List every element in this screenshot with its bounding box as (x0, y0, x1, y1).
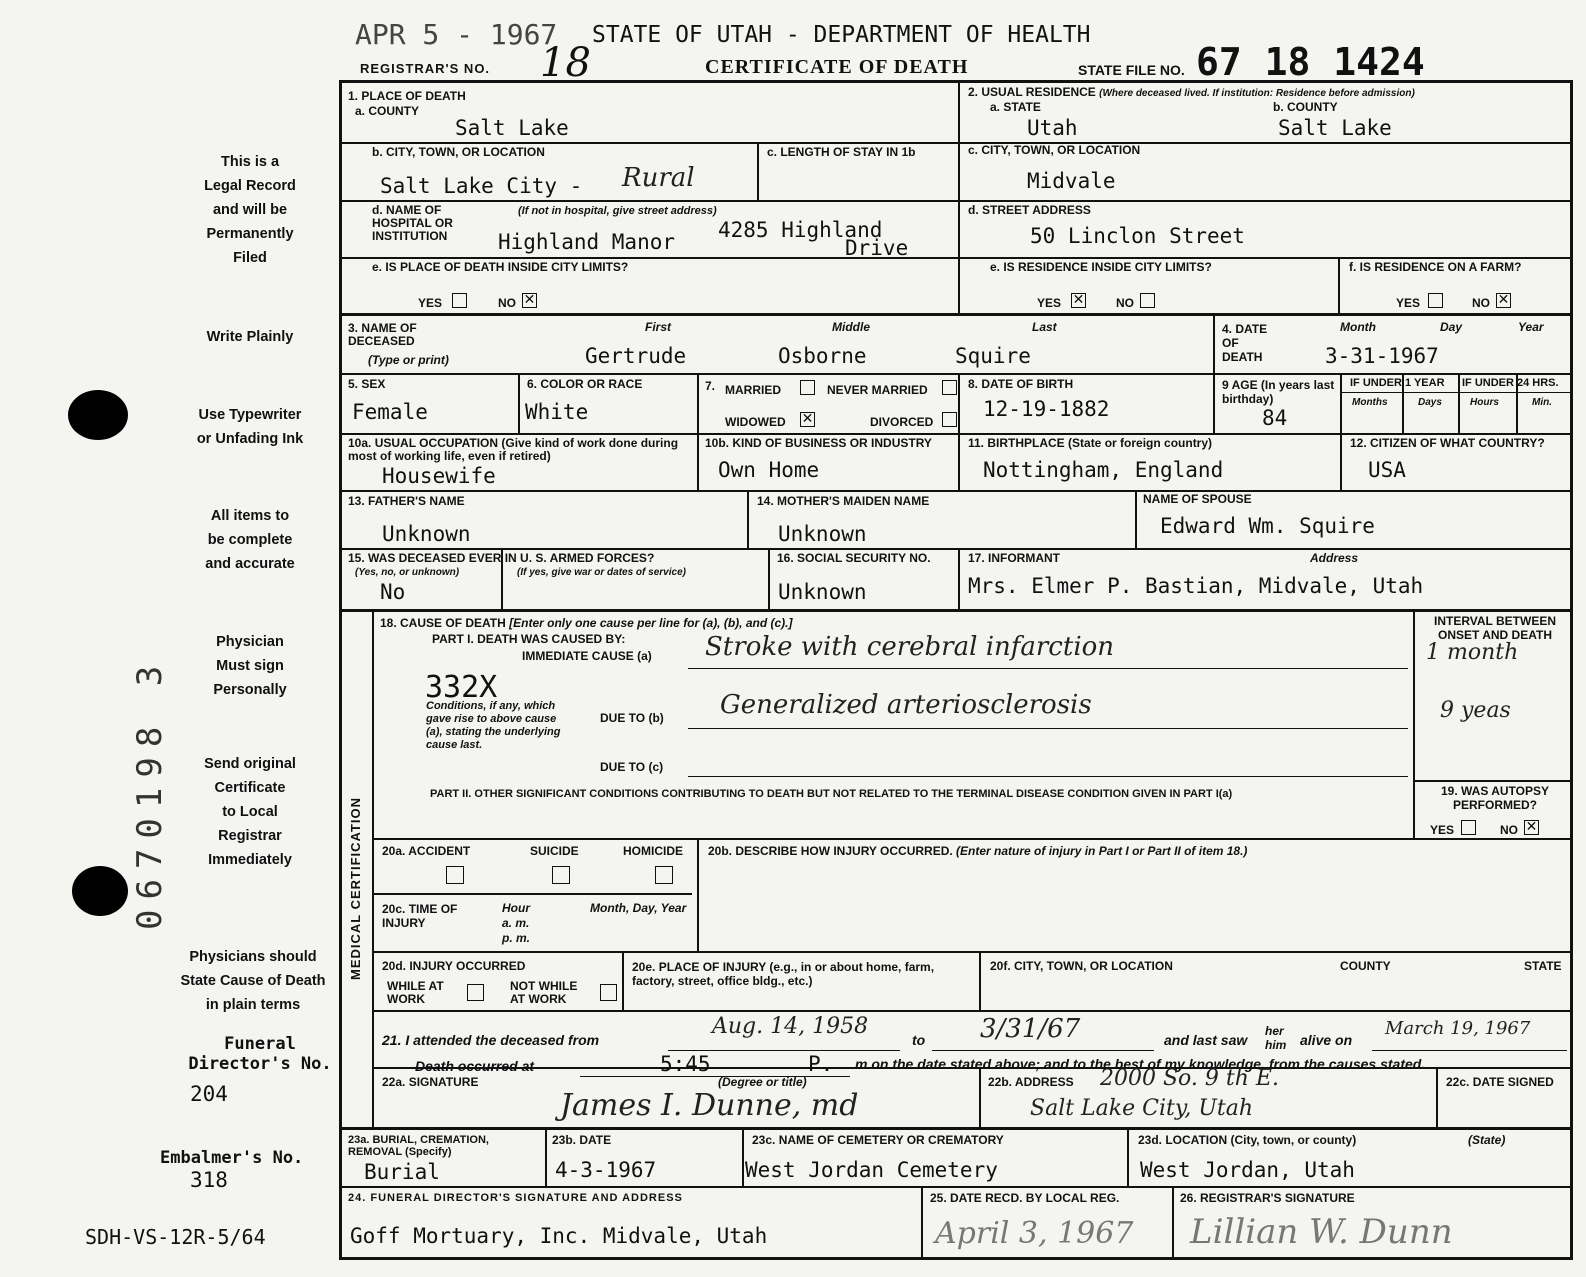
label-conditions: Conditions, if any, which gave rise to above cause (a), stating the underlying cause last. (426, 700, 561, 751)
label-date-received: 25. DATE RECD. BY LOCAL REG. (930, 1191, 1120, 1205)
label-disposition: 23a. BURIAL, CREMATION, REMOVAL (Specify) (348, 1134, 489, 1158)
label-year: Year (1518, 320, 1544, 334)
label-to: to (912, 1032, 926, 1048)
embalmer-no-label: Embalmer's No. (160, 1148, 304, 1168)
value-cemetery: West Jordan Cemetery (745, 1158, 998, 1182)
label-res-city: c. CITY, TOWN, OR LOCATION (968, 143, 1141, 157)
label-length-of-stay: c. LENGTH OF STAY IN 1b (767, 145, 916, 159)
punch-hole-bottom (72, 866, 128, 916)
value-ssn: Unknown (778, 580, 867, 604)
side-send-original: Send original Certificate to Local Registrar Immediately (204, 756, 296, 868)
checkbox-suicide[interactable] (552, 866, 570, 884)
label-birthplace: 11. BIRTHPLACE (State or foreign country) (968, 436, 1213, 450)
label-yes-3: YES (1396, 296, 1421, 310)
value-date-received: April 3, 1967 (935, 1216, 1134, 1251)
label-autopsy-no: NO (1500, 823, 1518, 837)
label-armed-note-1: (Yes, no, or unknown) (355, 567, 460, 578)
value-business: Own Home (718, 458, 820, 482)
value-last-seen: March 19, 1967 (1385, 1018, 1531, 1039)
value-death-ampm: P. (808, 1052, 834, 1076)
label-cemetery: 23c. NAME OF CEMETERY OR CREMATORY (752, 1133, 1004, 1147)
value-race: White (525, 400, 589, 424)
state-file-no: 67 18 1424 (1196, 40, 1425, 84)
side-physicians-cause: Physicians should State Cause of Death in plain terms (180, 949, 326, 1013)
label-due-to-c: DUE TO (c) (600, 760, 664, 774)
label-injury-state: STATE (1524, 959, 1562, 973)
checkbox-never-married[interactable] (942, 380, 957, 395)
label-funeral-director: 24. FUNERAL DIRECTOR'S SIGNATURE AND ADDRESS (348, 1192, 683, 1204)
label-while-at-work: WHILE AT WORK (387, 979, 444, 1006)
side-typewriter: Use Typewriter or Unfading Ink (196, 407, 304, 447)
label-never-married: NEVER MARRIED (827, 383, 928, 397)
label-name-note: (Type or print) (368, 353, 449, 367)
label-suicide: SUICIDE (530, 844, 579, 858)
label-citizen: 12. CITIZEN OF WHAT COUNTRY? (1350, 436, 1545, 450)
label-res-county: b. COUNTY (1273, 100, 1338, 114)
checkbox-widowed[interactable]: ✕ (801, 411, 814, 427)
label-date-of-death: 4. DATE OF DEATH (1222, 322, 1268, 364)
label-signature: 22a. SIGNATURE (382, 1075, 479, 1089)
label-date-of-birth: 8. DATE OF BIRTH (968, 377, 1074, 391)
label-pm: p. m. (502, 931, 531, 945)
value-date-of-birth: 12-19-1882 (983, 397, 1110, 421)
label-hospital: d. NAME OF HOSPITAL OR INSTITUTION (372, 203, 453, 243)
label-age: 9 AGE (In years last birthday) (1222, 378, 1335, 406)
checkbox-farm-no[interactable]: ✕ (1497, 292, 1510, 308)
value-res-state: Utah (1027, 116, 1078, 140)
label-place-of-death: 1. PLACE OF DEATH (348, 89, 466, 103)
value-birthplace: Nottingham, England (983, 458, 1224, 482)
value-death-time: 5:45 (660, 1052, 711, 1076)
value-spouse: Edward Wm. Squire (1160, 514, 1375, 538)
value-first-name: Gertrude (585, 344, 687, 368)
label-ssn: 16. SOCIAL SECURITY NO. (777, 551, 931, 565)
value-res-county: Salt Lake (1278, 116, 1392, 140)
side-physician: Physician Must sign Personally (213, 634, 287, 698)
value-location: West Jordan, Utah (1140, 1158, 1355, 1182)
side-legal-record: This is a Legal Record and will be Permanently Filed (204, 154, 296, 266)
label-death-occurred-at: Death occurred at (415, 1058, 535, 1074)
label-injury-city: 20f. CITY, TOWN, OR LOCATION (990, 959, 1173, 973)
label-middle: Middle (832, 320, 870, 334)
label-min: Min. (1532, 397, 1552, 408)
label-under-24-hrs: IF UNDER 24 HRS. (1462, 377, 1559, 389)
label-yes-1: YES (418, 296, 443, 310)
value-physician-address-1: 2000 So. 9 th E. (1100, 1066, 1279, 1091)
label-county: a. COUNTY (355, 104, 420, 118)
label-attended-from: 21. I attended the deceased from (382, 1032, 600, 1048)
label-hours: Hours (1470, 397, 1499, 408)
label-registrar-signature: 26. REGISTRAR'S SIGNATURE (1180, 1191, 1355, 1205)
label-burial-date: 23b. DATE (552, 1133, 612, 1147)
side-all-items: All items to be complete and accurate (205, 508, 295, 572)
label-father: 13. FATHER'S NAME (348, 494, 465, 508)
label-her-him: her him (1265, 1024, 1287, 1052)
label-location-state: (State) (1468, 1133, 1506, 1147)
side-write-plainly: Write Plainly (206, 329, 294, 345)
form-number: SDH-VS-12R-5/64 (85, 1225, 266, 1249)
value-sex: Female (352, 400, 428, 424)
checkbox-accident[interactable] (446, 866, 464, 884)
value-citizen: USA (1368, 458, 1406, 482)
checkbox-res-in-city-yes[interactable]: ✕ (1072, 292, 1085, 308)
label-last: Last (1032, 320, 1057, 334)
value-county: Salt Lake (455, 116, 569, 140)
value-physician-signature: James I. Dunne, md (560, 1088, 859, 1123)
label-alive-on: alive on (1300, 1032, 1353, 1048)
label-day: Day (1440, 320, 1463, 334)
label-accident: 20a. ACCIDENT (382, 844, 471, 858)
state-file-label: STATE FILE NO. (1078, 62, 1185, 78)
checkbox-not-while-at-work[interactable] (600, 984, 617, 1001)
label-statement: m on the date stated above; and to the best of my knowledge, from the causes stated. (855, 1056, 1426, 1072)
registrar-no: 18 (540, 40, 591, 86)
label-place-inside-city: e. IS PLACE OF DEATH INSIDE CITY LIMITS? (372, 260, 629, 274)
label-marital-7: 7. (705, 379, 716, 393)
label-res-inside-city: e. IS RESIDENCE INSIDE CITY LIMITS? (990, 260, 1212, 274)
value-cause-code: 332X (425, 670, 498, 705)
label-degree: (Degree or title) (718, 1075, 807, 1089)
label-months: Months (1352, 397, 1388, 408)
label-no-1: NO (498, 296, 516, 310)
registrar-no-label: REGISTRAR'S NO. (360, 61, 491, 76)
label-armed-forces: 15. WAS DECEASED EVER IN U. S. ARMED FORCES? (348, 551, 655, 565)
value-occupation: Housewife (382, 464, 496, 488)
checkbox-res-in-city-no[interactable] (1140, 293, 1155, 308)
label-first: First (645, 320, 672, 334)
label-month: Month (1340, 320, 1376, 334)
value-attended-to: 3/31/67 (980, 1014, 1081, 1044)
label-am: a. m. (502, 916, 530, 930)
label-residence: 2. USUAL RESIDENCE (Where deceased lived. If institution: Residence before admission) (968, 85, 1415, 99)
label-widowed: WIDOWED (725, 415, 786, 429)
checkbox-farm-yes[interactable] (1428, 293, 1443, 308)
value-mother: Unknown (778, 522, 867, 546)
label-informant: 17. INFORMANT (968, 551, 1061, 565)
value-informant: Mrs. Elmer P. Bastian, Midvale, Utah (968, 574, 1424, 598)
value-physician-address-2: Salt Lake City, Utah (1030, 1096, 1253, 1121)
checkbox-while-at-work[interactable] (467, 984, 484, 1001)
label-occupation: 10a. USUAL OCCUPATION (Give kind of work done during most of working life, even if retired) (348, 436, 679, 463)
checkbox-autopsy-yes[interactable] (1461, 820, 1476, 835)
label-not-while-at-work: NOT WHILE AT WORK (510, 979, 578, 1006)
label-describe-injury: 20b. DESCRIBE HOW INJURY OCCURRED. (Enter nature of injury in Part I or Part II of item 18.) (708, 844, 1248, 858)
label-part-2: PART II. OTHER SIGNIFICANT CONDITIONS CONTRIBUTING TO DEATH BUT NOT RELATED TO THE TERMINAL DISEASE CONDITION GIVEN IN PART I(a) (430, 788, 1233, 800)
date-stamp: APR 5 - 1967 (355, 18, 558, 51)
label-injury-county: COUNTY (1340, 959, 1391, 973)
label-days: Days (1418, 397, 1442, 408)
label-autopsy-yes: YES (1430, 823, 1455, 837)
vertical-file-number: 0670198 3 (130, 655, 170, 930)
value-armed-forces: No (380, 580, 406, 604)
label-armed-note-2: (If yes, give war or dates of service) (517, 567, 686, 578)
funeral-director-no: 204 (190, 1082, 228, 1106)
label-city: b. CITY, TOWN, OR LOCATION (372, 145, 545, 159)
value-burial-date: 4-3-1967 (555, 1158, 657, 1182)
value-hospital: Highland Manor (498, 230, 676, 254)
label-hospital-note: (If not in hospital, give street address) (518, 205, 717, 217)
label-due-to-b: DUE TO (b) (600, 711, 664, 725)
value-last-name: Squire (955, 344, 1031, 368)
label-spouse: NAME OF SPOUSE (1143, 492, 1252, 506)
label-yes-2: YES (1037, 296, 1062, 310)
label-under-1-year: IF UNDER 1 YEAR (1350, 377, 1445, 389)
label-injury-occurred: 20d. INJURY OCCURRED (382, 959, 526, 973)
value-hospital-address-1: 4285 Highland (718, 218, 883, 242)
label-cause-of-death: 18. CAUSE OF DEATH [Enter only one cause per line for (a), (b), and (c).] (380, 616, 793, 630)
value-due-to-b: Generalized arteriosclerosis (720, 690, 1092, 720)
label-street: d. STREET ADDRESS (968, 203, 1091, 217)
certificate-title: CERTIFICATE OF DEATH (705, 56, 969, 78)
label-farm: f. IS RESIDENCE ON A FARM? (1349, 260, 1522, 274)
label-homicide: HOMICIDE (623, 844, 683, 858)
value-funeral-director: Goff Mortuary, Inc. Midvale, Utah (350, 1224, 768, 1248)
value-hospital-address-2: Drive (845, 236, 909, 260)
value-interval-a: 1 month (1426, 640, 1519, 665)
label-business: 10b. KIND OF BUSINESS OR INDUSTRY (705, 436, 932, 450)
checkbox-divorced[interactable] (942, 412, 957, 427)
label-physician-address: 22b. ADDRESS (988, 1075, 1074, 1089)
checkbox-place-in-city-yes[interactable] (452, 293, 467, 308)
label-informant-address: Address (1310, 551, 1359, 565)
value-city: Salt Lake City - (380, 174, 583, 198)
label-sex: 5. SEX (348, 377, 386, 391)
value-disposition: Burial (364, 1160, 440, 1184)
value-date-of-death: 3-31-1967 (1325, 344, 1439, 368)
label-mother: 14. MOTHER'S MAIDEN NAME (757, 494, 930, 508)
label-place-of-injury: 20e. PLACE OF INJURY (e.g., in or about home, farm, factory, street, office bldg., etc.) (632, 960, 935, 988)
label-time-of-injury: 20c. TIME OF INJURY (382, 902, 458, 930)
punch-hole-top (68, 390, 128, 440)
funeral-director-no-label: Funeral Director's No. (188, 1034, 332, 1074)
label-married: MARRIED (725, 383, 781, 397)
label-part-1: PART I. DEATH WAS CAUSED BY: (432, 632, 626, 646)
value-immediate-cause: Stroke with cerebral infarction (705, 632, 1115, 662)
state-title: STATE OF UTAH - DEPARTMENT OF HEALTH (592, 22, 1091, 48)
label-autopsy: 19. WAS AUTOPSY PERFORMED? (1440, 784, 1550, 812)
label-last-saw: and last saw (1164, 1032, 1248, 1048)
embalmer-no: 318 (190, 1168, 228, 1192)
checkbox-place-in-city-no[interactable]: ✕ (523, 292, 536, 308)
value-res-city: Midvale (1027, 169, 1116, 193)
label-name: 3. NAME OF DECEASED (348, 321, 417, 348)
medical-certification-label: MEDICAL CERTIFICATION (348, 796, 363, 980)
label-immediate-cause: IMMEDIATE CAUSE (a) (522, 649, 652, 663)
checkbox-autopsy-no[interactable]: ✕ (1525, 819, 1538, 835)
label-location: 23d. LOCATION (City, town, or county) (1138, 1133, 1357, 1147)
value-father: Unknown (382, 522, 471, 546)
label-hour: Hour (502, 901, 530, 915)
checkbox-married[interactable] (800, 380, 815, 395)
value-registrar-signature: Lillian W. Dunn (1190, 1212, 1453, 1252)
label-divorced: DIVORCED (870, 415, 934, 429)
label-month-day-year: Month, Day, Year (590, 901, 687, 915)
value-interval-b: 9 yeas (1440, 698, 1511, 723)
label-date-signed: 22c. DATE SIGNED (1446, 1075, 1554, 1089)
value-attended-from: Aug. 14, 1958 (712, 1014, 869, 1039)
value-middle-name: Osborne (778, 344, 867, 368)
value-city-handwritten: Rural (622, 163, 695, 193)
label-res-state: a. STATE (990, 100, 1041, 114)
label-interval: INTERVAL BETWEEN ONSET AND DEATH (1433, 614, 1556, 642)
value-age: 84 (1262, 406, 1288, 430)
label-no-2: NO (1116, 296, 1134, 310)
label-race: 6. COLOR OR RACE (527, 377, 643, 391)
checkbox-homicide[interactable] (655, 866, 673, 884)
value-street: 50 Linclon Street (1030, 224, 1245, 248)
label-no-3: NO (1472, 296, 1490, 310)
